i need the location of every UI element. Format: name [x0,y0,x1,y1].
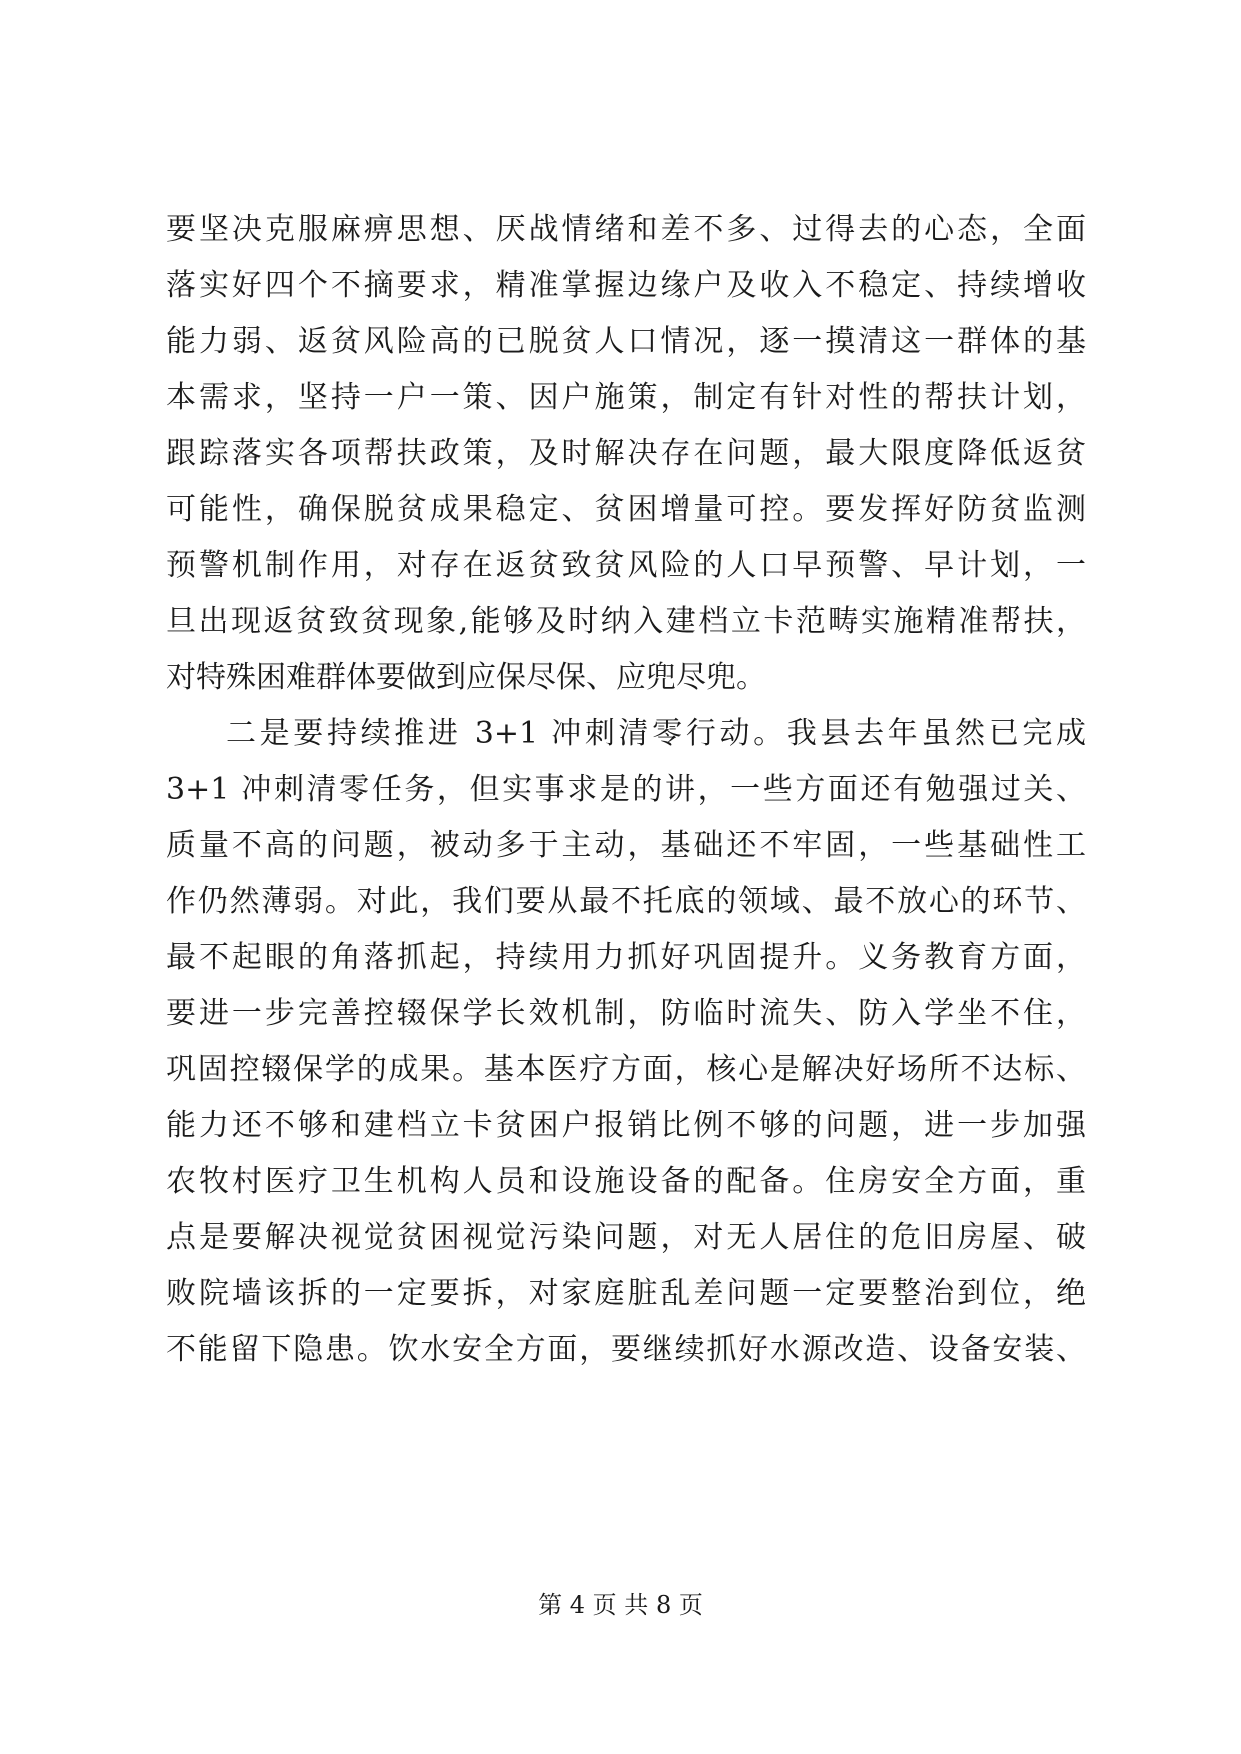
text-line: 3+1 冲刺清零任务，但实事求是的讲，一些方面还有勉强过关、 [166,772,1086,807]
paragraph-first-line: 二是要持续推进 3+1 冲刺清零行动。我县去年虽然已完成 [226,716,1086,751]
text-line: 预警机制作用，对存在返贫致贫风险的人口早预警、早计划，一 [166,548,1086,583]
text-line: 质量不高的问题，被动多于主动，基础还不牢固，一些基础性工 [166,828,1086,863]
text-line: 要坚决克服麻痹思想、厌战情绪和差不多、过得去的心态，全面 [166,212,1086,247]
text-line: 最不起眼的角落抓起，持续用力抓好巩固提升。义务教育方面， [166,940,1086,975]
text-line: 落实好四个不摘要求，精准掌握边缘户及收入不稳定、持续增收 [166,268,1086,303]
text-line: 败院墙该拆的一定要拆，对家庭脏乱差问题一定要整治到位，绝 [166,1276,1086,1311]
text-line: 巩固控辍保学的成果。基本医疗方面，核心是解决好场所不达标、 [166,1052,1086,1087]
text-line: 能力弱、返贫风险高的已脱贫人口情况，逐一摸清这一群体的基 [166,324,1086,359]
page-footer: 第 4 页 共 8 页 [538,1591,703,1619]
text-line: 可能性，确保脱贫成果稳定、贫困增量可控。要发挥好防贫监测 [166,492,1086,527]
text-line: 旦出现返贫致贫现象,能够及时纳入建档立卡范畴实施精准帮扶， [166,604,1086,639]
text-line: 对特殊困难群体要做到应保尽保、应兜尽兜。 [166,660,766,695]
text-line: 不能留下隐患。饮水安全方面，要继续抓好水源改造、设备安装、 [166,1332,1086,1367]
text-line: 能力还不够和建档立卡贫困户报销比例不够的问题，进一步加强 [166,1108,1086,1143]
text-line: 点是要解决视觉贫困视觉污染问题，对无人居住的危旧房屋、破 [166,1220,1086,1255]
text-line: 要进一步完善控辍保学长效机制，防临时流失、防入学坐不住， [166,996,1086,1031]
text-line: 跟踪落实各项帮扶政策，及时解决存在问题，最大限度降低返贫 [166,436,1086,471]
text-line: 农牧村医疗卫生机构人员和设施设备的配备。住房安全方面，重 [166,1164,1086,1199]
text-line: 作仍然薄弱。对此，我们要从最不托底的领域、最不放心的环节、 [166,884,1086,919]
text-line: 本需求，坚持一户一策、因户施策，制定有针对性的帮扶计划， [166,380,1086,415]
